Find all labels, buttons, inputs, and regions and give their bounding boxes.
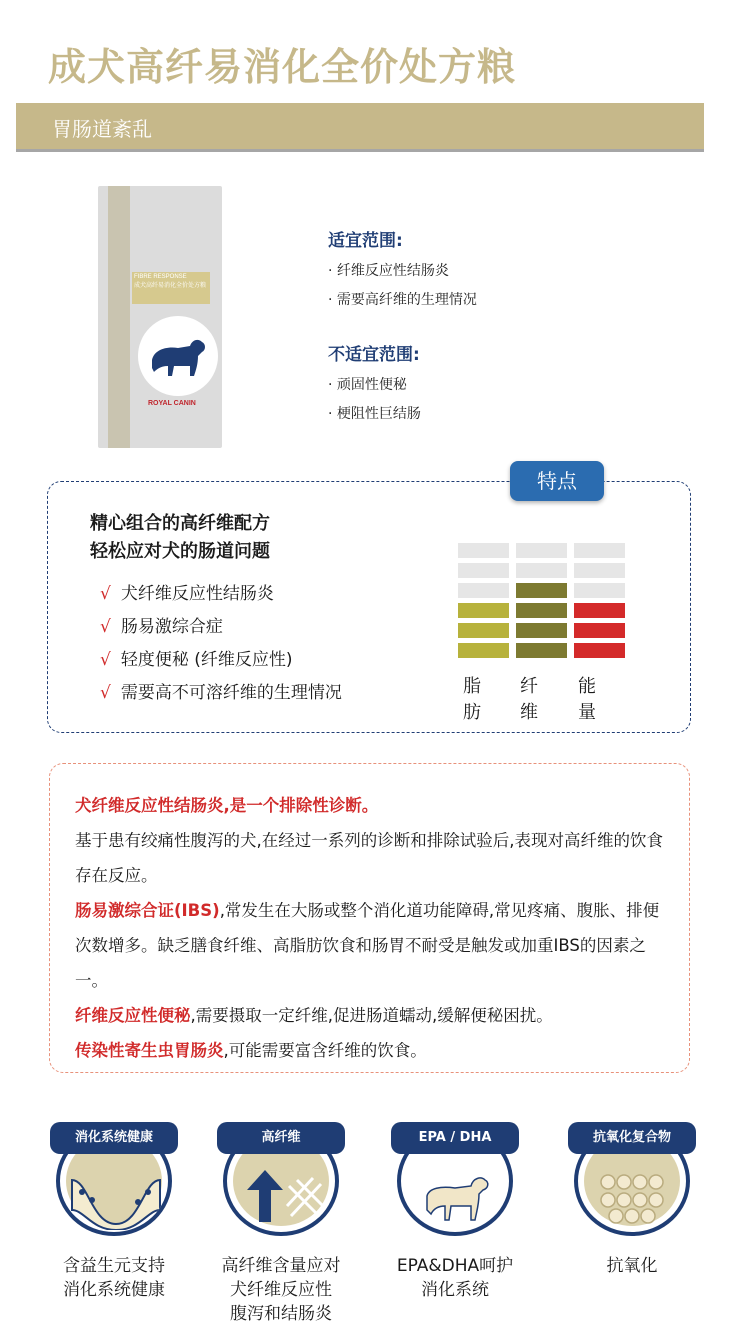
info-paragraph: ,需要摄取一定纤维,促进肠道蠕动,缓解便秘困扰。 — [190, 1006, 553, 1025]
headline-line2: 轻松应对犬的肠道问题 — [90, 541, 270, 562]
intestine-icon — [68, 1170, 164, 1230]
category-banner — [16, 103, 704, 152]
bar-segment — [516, 543, 567, 558]
unsuitable-section — [328, 340, 421, 429]
info-red-term: 传染性寄生虫胃肠炎 — [75, 1041, 224, 1060]
caption-line: 抗氧化 — [606, 1256, 658, 1276]
caption-line: 消化系统 — [421, 1280, 489, 1300]
benefit-caption — [375, 1254, 535, 1302]
bar-segment — [574, 643, 625, 658]
feature-list — [100, 578, 342, 710]
info-red-term: 纤维反应性便秘 — [75, 1006, 191, 1025]
unsuitable-item: · 顽固性便秘 — [328, 377, 407, 393]
benefit-caption — [201, 1254, 361, 1326]
headline-line1: 精心组合的高纤维配方 — [90, 513, 270, 534]
bar-label-energy: 能量 — [578, 676, 596, 723]
benefit-badge: 高纤维 — [217, 1122, 345, 1154]
info-red-term: 肠易激综合证(IBS) — [75, 901, 220, 920]
bar-segment — [516, 623, 567, 638]
check-icon: √ — [100, 650, 111, 670]
dog-silhouette-icon — [138, 316, 218, 396]
bar-segment — [574, 603, 625, 618]
benefit-badge: EPA / DHA — [391, 1122, 519, 1154]
feature-text: 肠易激综合症 — [120, 617, 223, 637]
bar-segment — [458, 543, 509, 558]
banner-label: 胃肠道紊乱 — [52, 117, 152, 141]
caption-line: 高纤维含量应对 — [221, 1256, 341, 1276]
info-paragraph: ,常发生在大肠或整个消化道功能障碍,常见疼痛、腹胀、排便次数增多。缺乏膳食纤维、高脂肪饮食和肠胃不耐受是触发或加重IBS的因素之一。 — [75, 901, 660, 990]
suitable-section — [328, 226, 477, 315]
benefit-epa-dha — [391, 1122, 519, 1240]
caption-line: EPA&DHA呵护 — [396, 1256, 514, 1276]
info-paragraph: ,可能需要富含纤维的饮食。 — [223, 1041, 427, 1060]
bar-segment — [574, 623, 625, 638]
features-tag: 特点 — [510, 461, 604, 501]
bar-segment — [516, 563, 567, 578]
bar-segment — [458, 643, 509, 658]
caption-line: 含益生元支持 — [63, 1256, 165, 1276]
info-paragraph: 基于患有绞痛性腹泻的犬,在经过一系列的诊断和排除试验后,表现对高纤维的饮食存在反应。 — [75, 831, 663, 885]
dog-icon — [417, 1166, 497, 1226]
benefit-digestive — [50, 1122, 178, 1240]
feature-item — [100, 644, 342, 677]
bar-segment — [574, 543, 625, 558]
bar-label-fat: 脂肪 — [463, 676, 481, 723]
feature-text: 需要高不可溶纤维的生理情况 — [120, 683, 342, 703]
check-icon: √ — [100, 617, 111, 637]
bar-segment — [516, 603, 567, 618]
antioxidant-icon — [596, 1168, 672, 1228]
bag-label-line1: FIBRE RESPONSE — [134, 274, 187, 280]
benefit-badge: 抗氧化复合物 — [568, 1122, 696, 1154]
features-headline — [90, 510, 270, 566]
bar-segment — [458, 603, 509, 618]
bag-side-stripe — [108, 186, 130, 448]
page-title: 成犬高纤易消化全价处方粮 — [48, 45, 517, 89]
suitable-heading: 适宜范围: — [328, 231, 403, 251]
bar-segment — [516, 643, 567, 658]
product-bag-image — [98, 186, 222, 448]
feature-text: 犬纤维反应性结肠炎 — [120, 584, 274, 604]
bag-label — [132, 272, 210, 304]
benefit-caption — [34, 1254, 194, 1302]
brand-logo: ROYAL CANIN — [148, 400, 196, 407]
benefit-badge: 消化系统健康 — [50, 1122, 178, 1154]
info-red-heading: 犬纤维反应性结肠炎,是一个排除性诊断。 — [75, 796, 379, 815]
bar-segment — [574, 583, 625, 598]
feature-item — [100, 578, 342, 611]
suitable-item: · 需要高纤维的生理情况 — [328, 292, 477, 308]
bag-dog-circle — [138, 316, 218, 396]
info-text — [75, 788, 675, 1068]
caption-line: 腹泻和结肠炎 — [230, 1304, 332, 1324]
check-icon: √ — [100, 584, 111, 604]
fiber-arrow-icon — [237, 1166, 327, 1226]
feature-item — [100, 677, 342, 710]
caption-line: 消化系统健康 — [63, 1280, 165, 1300]
unsuitable-item: · 梗阻性巨结肠 — [328, 406, 421, 422]
bar-segment — [516, 583, 567, 598]
caption-line: 犬纤维反应性 — [230, 1280, 332, 1300]
info-box — [49, 763, 690, 1073]
benefit-caption — [552, 1254, 712, 1278]
bar-segment — [458, 563, 509, 578]
benefit-antioxidant — [568, 1122, 696, 1240]
feature-item — [100, 611, 342, 644]
feature-text: 轻度便秘 (纤维反应性) — [120, 650, 293, 670]
bar-segment — [458, 583, 509, 598]
bag-label-line2: 成犬高纤易消化全价处方粮 — [134, 283, 207, 289]
suitable-item: · 纤维反应性结肠炎 — [328, 263, 449, 279]
bar-label-fiber: 纤维 — [520, 676, 538, 723]
unsuitable-heading: 不适宜范围: — [328, 345, 420, 365]
bar-segment — [574, 563, 625, 578]
check-icon: √ — [100, 683, 111, 703]
bar-segment — [458, 623, 509, 638]
benefit-fiber — [217, 1122, 345, 1240]
